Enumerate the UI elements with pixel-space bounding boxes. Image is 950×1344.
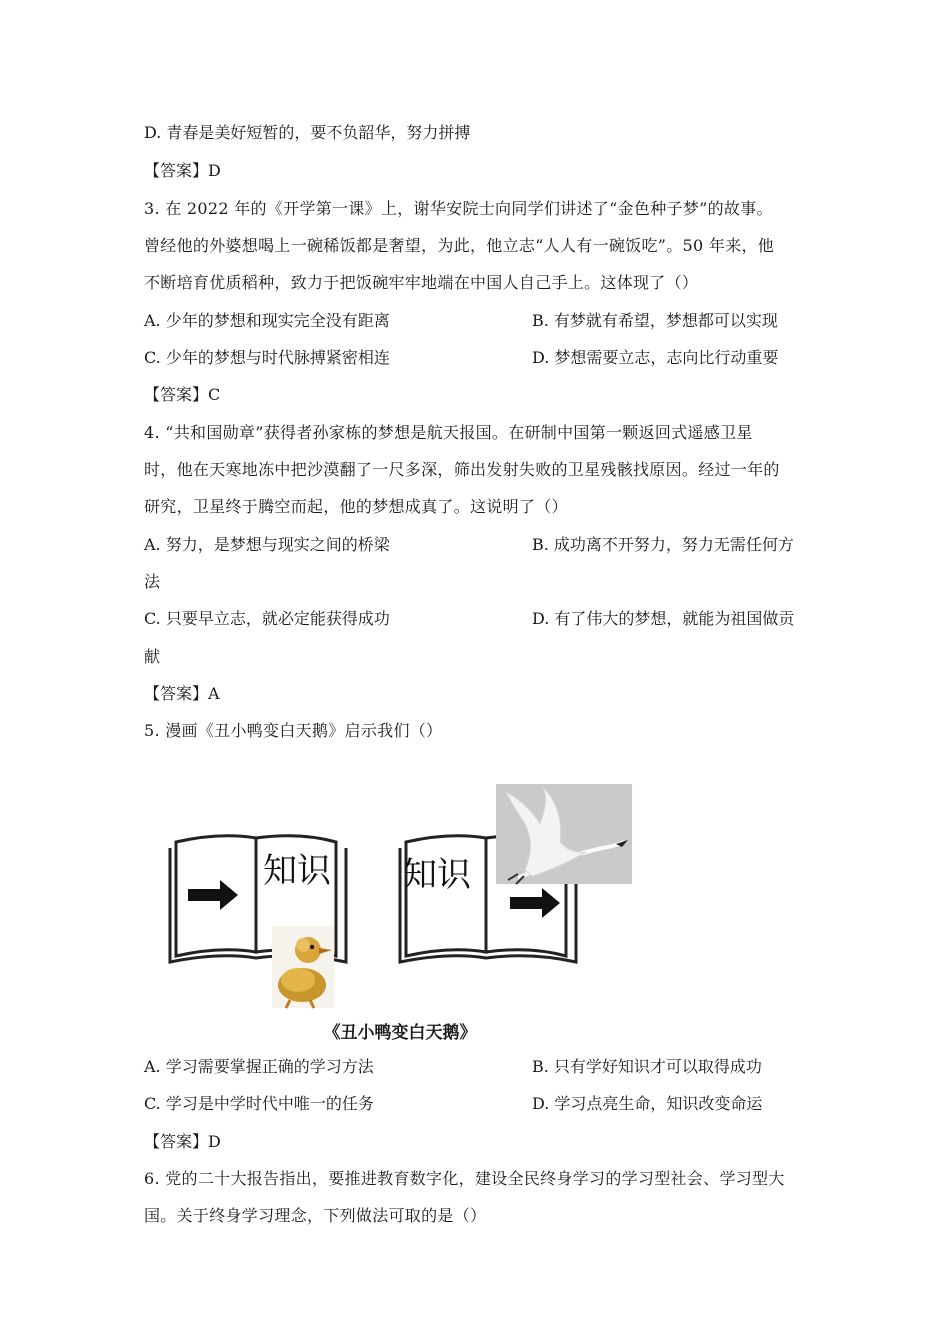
q3-answer: 【答案】C <box>144 385 221 404</box>
q4-option-d: D. 有了伟大的梦想，就能为祖国做贡 <box>532 609 795 628</box>
right-book-label: 知识 <box>403 855 471 895</box>
duckling-icon <box>272 926 334 1008</box>
q2-answer: 【答案】D <box>144 161 221 180</box>
right-arrow-icon <box>188 880 238 910</box>
q4-option-b-wrap: 法 <box>144 572 161 591</box>
q4-stem-line-1: 4. “共和国勋章”获得者孙家栋的梦想是航天报国。在研制中国第一颗返回式遥感卫星 <box>144 423 753 442</box>
q3-stem-line-1: 3. 在 2022 年的《开学第一课》上，谢华安院士向同学们讲述了“金色种子梦”的故事。 <box>144 199 773 218</box>
q4-stem-line-2: 时，他在天寒地冻中把沙漠翻了一尺多深，筛出发射失败的卫星残骸找原因。经过一年的 <box>144 460 780 479</box>
q3-stem-line-2: 曾经他的外婆想喝上一碗稀饭都是奢望，为此，他立志“人人有一碗饭吃”。50 年来，他 <box>144 236 775 255</box>
q4-option-d-wrap: 献 <box>144 647 161 666</box>
q5-option-d: D. 学习点亮生命，知识改变命运 <box>532 1094 763 1113</box>
q4-option-c: C. 只要早立志，就必定能获得成功 <box>144 609 390 628</box>
q3-option-c: C. 少年的梦想与时代脉搏紧密相连 <box>144 348 390 367</box>
q3-option-b: B. 有梦就有希望，梦想都可以实现 <box>532 311 778 330</box>
q3-option-d: D. 梦想需要立志，志向比行动重要 <box>532 348 779 367</box>
q4-stem-line-3: 研究，卫星终于腾空而起，他的梦想成真了。这说明了（） <box>144 497 568 516</box>
left-book-label: 知识 <box>263 851 331 891</box>
cartoon-title: 《丑小鸭变白天鹅》 <box>323 1023 477 1043</box>
q2-option-d: D. 青春是美好短暂的，要不负韶华，努力拼搏 <box>144 123 471 142</box>
q6-stem-line-2: 国。关于终身学习理念，下列做法可取的是（） <box>144 1206 487 1225</box>
q5-stem: 5. 漫画《丑小鸭变白天鹅》启示我们（） <box>144 721 443 740</box>
q3-stem-line-3: 不断培育优质稻种，致力于把饭碗牢牢地端在中国人自己手上。这体现了（） <box>144 273 699 292</box>
q6-stem-line-1: 6. 党的二十大报告指出，要推进教育数字化，建设全民终身学习的学习型社会、学习型大 <box>144 1169 785 1188</box>
q5-option-b: B. 只有学好知识才可以取得成功 <box>532 1057 762 1076</box>
right-arrow-icon-2 <box>510 888 560 918</box>
q5-answer: 【答案】D <box>144 1132 221 1151</box>
q3-option-a: A. 少年的梦想和现实完全没有距离 <box>144 311 390 330</box>
q5-option-a: A. 学习需要掌握正确的学习方法 <box>144 1057 374 1076</box>
ugly-duckling-cartoon <box>140 780 660 1043</box>
q4-option-b: B. 成功离不开努力，努力无需任何方 <box>532 535 794 554</box>
q4-option-a: A. 努力，是梦想与现实之间的桥梁 <box>144 535 390 554</box>
cartoon-drawing <box>140 780 660 1020</box>
q5-option-c: C. 学习是中学时代中唯一的任务 <box>144 1094 374 1113</box>
swan-icon <box>496 784 632 884</box>
q4-answer: 【答案】A <box>144 684 220 703</box>
